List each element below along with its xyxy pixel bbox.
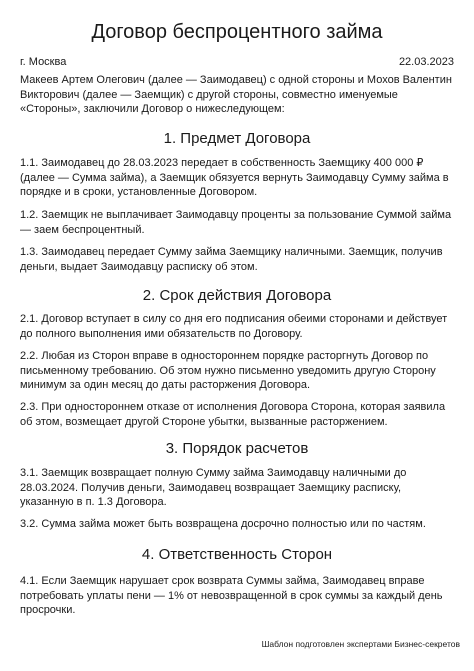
paragraph-1-3: 1.3. Заимодавец передает Сумму займа Заемщику наличными. Заемщик, получив деньги, выдает Заимодавцу расписку об этом.: [20, 246, 443, 273]
paragraph-2-3: 2.3. При одностороннем отказе от исполнения Договора Сторона, которая заявила об этом, возмещает другой Стороне убытки, вызванные расторжением.: [20, 401, 446, 428]
paragraph-4-1: 4.1. Если Заемщик нарушает срок возврата Суммы займа, Заимодавец вправе потребовать уплаты пени — 1% от невозвращенной в срок суммы за каждый день просрочки.: [20, 575, 443, 616]
paragraph-2-1: 2.1. Договор вступает в силу со дня его подписания обеими сторонами и действует до полного выполнения ими обязательств по Договору.: [20, 313, 448, 340]
document-date: 22.03.2023: [398, 56, 454, 68]
paragraph-3-1: 3.1. Заемщик возвращает полную Сумму займа Заимодавцу наличными до 28.03.2024. Получив деньги, Заимодавец возвращает Заемщику расписку, указанную в п. 1.3 Договора.: [20, 467, 407, 508]
section-heading-1: 1. Предмет Договора: [163, 130, 311, 147]
paragraph-2-2: 2.2. Любая из Сторон вправе в одностороннем порядке расторгнуть Договор по письменному требованию. Об этом нужно письменно уведомить другую Сторону минимум за один месяц до даты расторжения Договора.: [20, 350, 436, 391]
document-title: Договор беспроцентного займа: [91, 21, 383, 43]
template-credit: Шаблон подготовлен экспертами Бизнес-секретов: [261, 639, 460, 649]
paragraph-3-2: 3.2. Сумма займа может быть возвращена досрочно полностью или по частям.: [20, 518, 426, 530]
paragraph-1-2: 1.2. Заемщик не выплачивает Заимодавцу проценты за пользование Суммой займа — заем беспроцентный.: [20, 209, 452, 236]
section-heading-3: 3. Порядок расчетов: [165, 440, 309, 457]
document-intro: Макеев Артем Олегович (далее — Заимодавец) с одной стороны и Мохов Валентин Викторович (далее — Заемщик) с другой стороны, совместно именуемые «Стороны», заключили Договор о нижеследующем:: [20, 74, 452, 115]
section-heading-2: 2. Срок действия Договора: [142, 287, 332, 304]
section-heading-4: 4. Ответственность Сторон: [141, 546, 333, 563]
document-city: г. Москва: [20, 56, 67, 68]
document-meta: [20, 55, 454, 69]
paragraph-1-1: 1.1. Заимодавец до 28.03.2023 передает в собственность Заемщику 400 000 ₽ (далее — Сумма займа), а Заемщик обязуется вернуть Заимодавцу Сумму займа в порядке и в сроки, установленные Договором.: [20, 157, 449, 198]
